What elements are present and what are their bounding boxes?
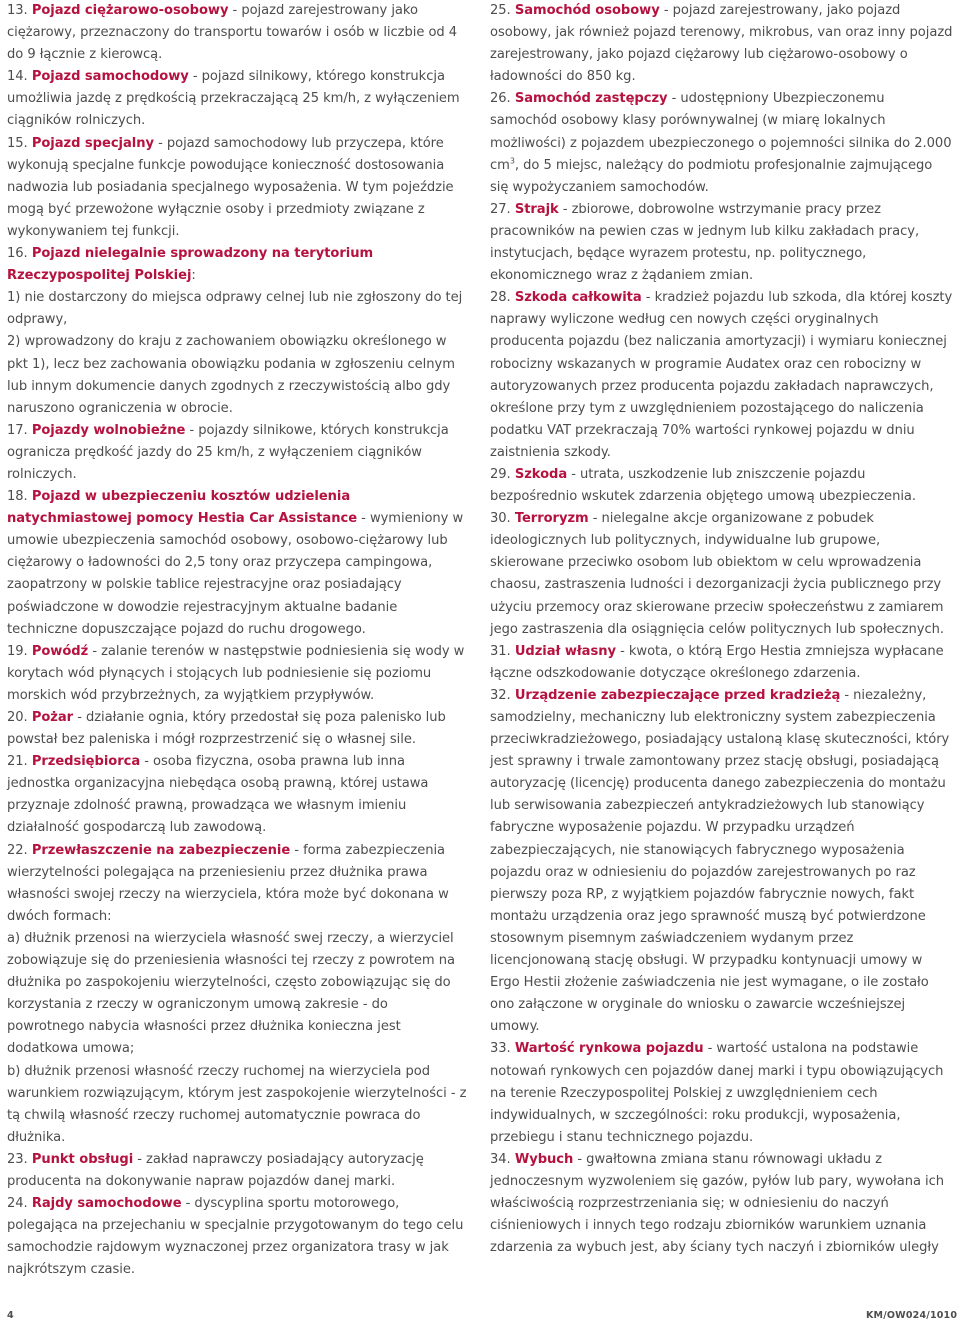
- definition-item: [490, 199, 954, 287]
- definition-item: [7, 486, 467, 641]
- definition-item: [7, 66, 467, 132]
- definition-term: Strajk: [514, 201, 559, 217]
- definition-item: [7, 840, 467, 928]
- definition-text: - zakład naprawczy posiadający autoryzację producenta na dokonywanie napraw pojazdów danej marki.: [7, 1151, 424, 1189]
- definition-subitem: 2) wprowadzony do kraju z zachowaniem obowiązku określonego w pkt 1), lecz bez zachowania obowiązku podania w zgłoszeniu celnym lub innym dokumencie danych zgodnych z rzeczywistością albo gdy naruszono ograniczenia w obrocie.: [7, 334, 455, 416]
- definition-text: - wymieniony w umowie ubezpieczenia samochód osobowy, osobowo-ciężarowy lub ciężarowy o ładowności do 2,5 tony oraz przyczepa campingowa, zaopatrzony w polskie tablice rejestracyjne oraz posiadający poświadczone w dowodzie rejestracyjnym aktualne badanie techniczne dopuszczające pojazd do ruchu drogowego.: [7, 511, 464, 637]
- definition-item: [7, 707, 467, 751]
- definition-item: [7, 0, 467, 66]
- definition-item: [490, 88, 954, 198]
- definition-term: Powódź: [31, 643, 89, 659]
- definition-item: [7, 133, 467, 243]
- definition-item: [490, 508, 954, 641]
- definition-subitem: a) dłużnik przenosi na wierzyciela własność swej rzeczy, a wierzyciel zobowiązuje się do przeniesienia własności tej rzeczy z powrotem na dłużnika po zaspokojeniu wierzytelności, często zobowiązując się do korzystania z rzeczy w ograniczonym umową zakresie - do powrotnego nabycia własności przez dłużnika konieczna jest dodatkowa umowa;: [7, 930, 455, 1057]
- definition-term: Przedsiębiorca: [31, 754, 141, 770]
- definition-item: [490, 1038, 954, 1148]
- definition-number: 14.: [7, 69, 28, 85]
- definition-item: [490, 641, 954, 685]
- definition-number: 34.: [490, 1151, 511, 1167]
- definition-term: Samochód osobowy: [514, 3, 660, 18]
- definition-number: 29.: [490, 466, 511, 482]
- definition-text: - zbiorowe, dobrowolne wstrzymanie pracy przez pracowników na pewien czas w jednym lub kilku zakładach pracy, instytucjach, będące wyrazem protestu, np. politycznego, ekonomicznego wraz z żądaniem zmian.: [490, 201, 920, 284]
- definition-item: [490, 287, 954, 464]
- definition-text: - zalanie terenów w następstwie podniesienia się wody w korytach wód płynących i stojących lub podniesienie się poziomu morskich wód przybrzeżnych, za wyjątkiem przypływów.: [7, 643, 465, 703]
- page-number: 4: [7, 1310, 14, 1321]
- definition-term: Wartość rynkowa pojazdu: [514, 1041, 704, 1057]
- definition-number: 16.: [7, 246, 28, 262]
- definition-term: Terroryzm: [514, 511, 589, 527]
- definition-number: 33.: [490, 1041, 511, 1057]
- definition-number: 30.: [490, 511, 511, 527]
- definition-text: - forma zabezpieczenia wierzytelności polegająca na przeniesieniu przez dłużnika prawa własności swojej rzeczy na wierzyciela, która może być dokonana w dwóch formach:: [7, 842, 449, 924]
- definition-number: 15.: [7, 135, 28, 151]
- definition-term: Wybuch: [514, 1151, 574, 1167]
- definition-number: 19.: [7, 643, 28, 659]
- definition-item: [490, 464, 954, 508]
- definition-number: 22.: [7, 842, 28, 858]
- definition-term: Pojazd nielegalnie sprowadzony na terytorium Rzeczypospolitej Polskiej: [7, 246, 374, 284]
- definition-number: 17.: [7, 422, 28, 438]
- definition-term: Pojazd w ubezpieczeniu kosztów udzielenia natychmiastowej pomocy Hestia Car Assistance: [7, 489, 358, 527]
- definition-term: Pojazd ciężarowo-osobowy: [31, 3, 229, 18]
- definition-item: [7, 751, 467, 839]
- definition-number: 24.: [7, 1196, 28, 1212]
- definition-number: 26.: [490, 91, 511, 107]
- left-column: [7, 0, 467, 1281]
- definition-term: Pożar: [31, 710, 74, 725]
- document-code: KM/OW024/1010: [866, 1310, 958, 1321]
- definition-item: [7, 243, 467, 287]
- definition-term: Szkoda całkowita: [514, 290, 642, 306]
- right-column: [490, 0, 954, 1259]
- definition-number: 21.: [7, 754, 28, 770]
- definition-number: 31.: [490, 643, 511, 659]
- definition-text-cont: , do 5 miejsc, należący do podmiotu profesjonalnie zajmującego się wypożyczaniem samochodów.: [490, 157, 933, 195]
- definition-term: Pojazdy wolnobieżne: [31, 422, 186, 438]
- definition-item: [7, 1193, 467, 1281]
- definition-text: - osoba fizyczna, osoba prawna lub inna jednostka organizacyjna niebędąca osobą prawną, której ustawa przyznaje zdolność prawną, prowadząca we własnym imieniu działalność gospodarczą lub zawodową.: [7, 754, 429, 836]
- definition-number: 20.: [7, 710, 28, 725]
- definition-term: Samochód zastępczy: [514, 91, 668, 107]
- definition-text: - pojazd silnikowy, którego konstrukcja umożliwia jazdę z prędkością przekraczającą 25 km/h, z wyłączeniem ciągników rolniczych.: [7, 69, 460, 129]
- definition-text: - działanie ognia, który przedostał się poza palenisko lub powstał bez paleniska i mógł rozprzestrzenić się o własnej sile.: [7, 710, 446, 748]
- definition-text: - nielegalne akcje organizowane z pobudek ideologicznych lub politycznych, indywidualne lub grupowe, skierowane przeciwko osobom lub obiektom w celu wprowadzenia chaosu, zastraszenia ludności i dezorganizacji życia publicznego przy użyciu przemocy oraz skierowane przeciw społeczeństwu z zamiarem jego zastraszenia dla osiągnięcia celów politycznych lub społecznych.: [490, 511, 944, 637]
- definition-text: - gwałtowna zmiana stanu równowagi układu z jednoczesnym wyzwoleniem się gazów, pyłów lub pary, wywołana ich właściwością rozprzestrzeniania się; w odniesieniu do naczyń ciśnieniowych i innych tego rodzaju zbiorników warunkiem uznania zdarzenia za wybuch jest, aby ściany tych naczyń i zbiorników uległy: [490, 1151, 945, 1256]
- definition-subitem: 1) nie dostarczony do miejsca odprawy celnej lub nie zgłoszony do tej odprawy,: [7, 290, 463, 328]
- definition-text: :: [191, 268, 196, 284]
- definition-number: 23.: [7, 1151, 28, 1167]
- definition-text: - pojazd zarejestrowany jako ciężarowy, przeznaczony do transportu towarów i osób w liczbie od 4 do 9 łącznie z kierowcą.: [7, 3, 458, 63]
- definition-text: - udostępniony Ubezpieczonemu samochód osobowy klasy porównywalnej (w miarę lokalnych możliwości) z pojazdem ubezpieczonego o pojemności silnika do 2.000 cm: [490, 91, 952, 173]
- definition-number: 28.: [490, 290, 511, 306]
- definition-subitem: b) dłużnik przenosi własność rzeczy ruchomej na wierzyciela pod warunkiem rozwiązującym, którym jest zaspokojenie wierzytelności - z tą chwilą własność rzeczy ruchomej automatycznie powraca do dłużnika.: [7, 1063, 467, 1145]
- definition-text: - pojazd zarejestrowany, jako pojazd osobowy, jak również pojazd terenowy, mikrobus, van oraz inny pojazd zarejestrowany, jako pojazd ciężarowy lub ciężarowo-osobowy o ładowności do 850 kg.: [490, 3, 953, 85]
- definition-text: - wartość ustalona na podstawie notowań rynkowych cen pojazdów danej marki i typu obowiązujących na terenie Rzeczypospolitej Polskiej z uwzględnieniem cech indywidualnych, w szczególności: roku produkcji, wyposażenia, przebiegu i stanu technicznego pojazdu.: [490, 1041, 944, 1145]
- definition-number: 25.: [490, 3, 511, 18]
- definition-item: [7, 420, 467, 486]
- definition-term: Urządzenie zabezpieczające przed kradzieżą: [514, 687, 841, 703]
- definition-item: [490, 1149, 954, 1259]
- definition-item: [490, 685, 954, 1039]
- definition-text: - pojazd samochodowy lub przyczepa, które wykonują specjalne funkcje powodujące konieczność dostosowania nadwozia lub posiadania specjalnego wyposażenia. W tym pojeździe mogą być przewożone wyłącznie osoby i przedmioty związane z wykonywaniem tej funkcji.: [7, 135, 454, 239]
- definition-text: - kwota, o którą Ergo Hestia zmniejsza wypłacane łączne odszkodowanie dotyczące określonego zdarzenia.: [490, 643, 944, 681]
- definition-term: Pojazd specjalny: [31, 135, 154, 151]
- definition-text: - niezależny, samodzielny, mechaniczny lub elektroniczny system zabezpieczenia przeciwkradzieżowego, posiadający ustaloną klasę skuteczności, który jest sprawny i trwale zamontowany przez stację obsługi, posiadającą autoryzację (licencję) producenta danego zabezpieczenia do montażu lub serwisowania zabezpieczeń antykradzieżowych lub stanowiący fabryczne wyposażenie pojazdu. W przypadku urządzeń zabezpieczających, nie stanowiących fabrycznego wyposażenia pojazdu oraz w odniesieniu do pojazdów zarejestrowanych po raz pierwszy poza RP, z wyjątkiem pojazdów fabrycznie nowych, fakt montażu urządzenia oraz jego sprawność muszą być potwierdzone stosownym pisemnym zaświadczeniem wydanym przez licencjonowaną stację obsługi. W przypadku kontynuacji umowy w Ergo Hestii złożenie zaświadczenia nie jest wymagane, o ile zostało ono załączone w oryginale do wniosku o zawarcie wcześniejszej umowy.: [490, 687, 950, 1035]
- definition-term: Szkoda: [514, 466, 568, 482]
- definition-text: - utrata, uszkodzenie lub zniszczenie pojazdu bezpośrednio wskutek zdarzenia objętego umową ubezpieczenia.: [490, 466, 916, 505]
- definition-text: - pojazdy silnikowe, których konstrukcja ogranicza prędkość jazdy do 25 km/h, z wyłączeniem ciągników rolniczych.: [7, 422, 449, 482]
- definition-number: 18.: [7, 489, 28, 505]
- definition-term: Przewłaszczenie na zabezpieczenie: [31, 842, 291, 858]
- definition-term: Pojazd samochodowy: [31, 69, 189, 85]
- definition-number: 32.: [490, 687, 511, 703]
- definition-number: 27.: [490, 201, 511, 217]
- definition-text: - dyscyplina sportu motorowego, polegająca na przejechaniu w specjalnie przygotowanym do tego celu samochodzie rajdowym wyznaczonej przez organizatora trasy w jak najkrótszym czasie.: [7, 1196, 464, 1278]
- definition-number: 13.: [7, 3, 28, 18]
- definition-term: Punkt obsługi: [31, 1151, 134, 1167]
- definition-item: [7, 641, 467, 707]
- definition-text: - kradzież pojazdu lub szkoda, dla której koszty naprawy wyliczone według cen nowych części oryginalnych producenta pojazdu (bez naliczania amortyzacji) i wymiaru koniecznej robocizny wskazanych w programie Audatex oraz cen robocizny w autoryzowanych przez producenta pojazdu zakładach naprawczych, określone przy tym z uwzględnieniem pozostającego do naliczenia podatku VAT przekraczają 70% wartości rynkowej pojazdu w dniu zaistnienia szkody.: [490, 290, 953, 460]
- definition-term: Udział własny: [514, 643, 616, 659]
- superscript: 3: [509, 156, 515, 166]
- definition-term: Rajdy samochodowe: [31, 1196, 182, 1212]
- definition-item: [490, 0, 954, 88]
- definition-item: [7, 1149, 467, 1193]
